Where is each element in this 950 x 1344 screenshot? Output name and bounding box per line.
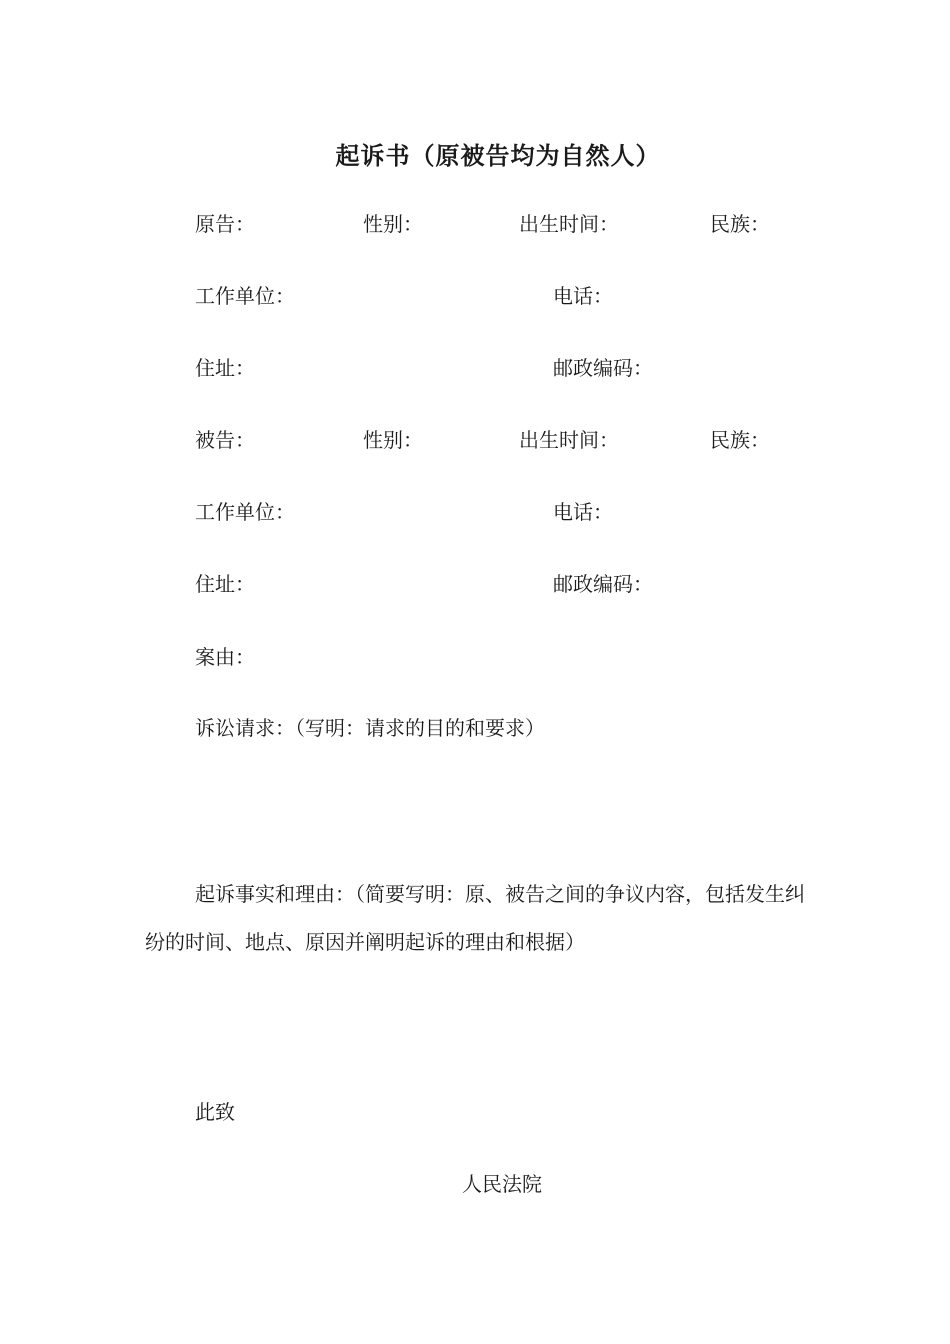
salutation: 此致 [195,1100,235,1124]
facts-paragraph: 起诉事实和理由：（简要写明：原、被告之间的争议内容，包括发生纠纷的时间、地点、原因并阐明起诉的理由和根据） [145,882,805,954]
court-name: 人民法院 [462,1172,542,1196]
plaintiff-name-label: 原告： [195,212,255,236]
plaintiff-address-label: 住址： [195,356,255,380]
defendant-gender-label: 性别： [363,428,423,452]
document-title: 起诉书（原被告均为自然人） [335,141,661,170]
defendant-workplace-label: 工作单位： [195,500,295,524]
claims-label: 诉讼请求：（写明：请求的目的和要求） [195,716,545,740]
plaintiff-phone-label: 电话： [553,284,613,308]
defendant-name-label: 被告： [195,428,255,452]
plaintiff-birth-label: 出生时间： [519,212,619,236]
case-cause-label: 案由： [195,645,255,669]
defendant-ethnicity-label: 民族： [710,428,770,452]
defendant-address-label: 住址： [195,572,255,596]
plaintiff-ethnicity-label: 民族： [710,212,770,236]
defendant-phone-label: 电话： [553,500,613,524]
plaintiff-workplace-label: 工作单位： [195,284,295,308]
plaintiff-gender-label: 性别： [363,212,423,236]
defendant-postcode-label: 邮政编码： [553,572,653,596]
defendant-birth-label: 出生时间： [519,428,619,452]
plaintiff-postcode-label: 邮政编码： [553,356,653,380]
